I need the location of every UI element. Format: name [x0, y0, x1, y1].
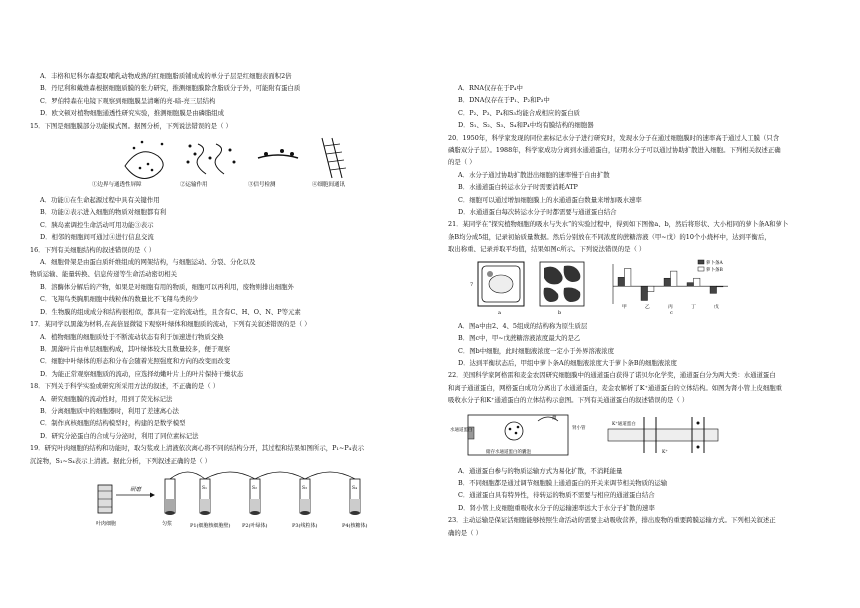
label-k-ion: K⁺: [662, 449, 668, 455]
q19-option-d: D．S₁、S₂、S₃、S₄和P₄中均有膜结构的细胞器: [458, 121, 594, 130]
tick-label-1: 乙: [645, 304, 650, 310]
q16-option-b: B．溶酶体分解后的产物，如果是对细胞有用的物质，细胞可以再利用，废物则排出细胞外: [40, 282, 294, 291]
label-homogenate: 匀浆: [162, 520, 173, 527]
grind-arrow-label: 研磨: [130, 486, 142, 493]
q15-caption-1: ①边界与通透性屏障: [92, 182, 142, 189]
q22-option-b: B．不同细胞都是通过调节细胞膜上通道蛋白的开关来调节相关物质的运输: [458, 478, 668, 487]
membrane-signal-figure: [258, 149, 298, 158]
legend-swatch-1: [698, 267, 704, 271]
q18-option-b: B．分离细胞质中的细胞器时，利用了差速离心法: [40, 406, 179, 415]
q21-option-c: C．图b中细胞，此时细胞液浓度一定小于外界溶液浓度: [458, 346, 614, 355]
legend-swatch-0: [698, 260, 704, 264]
centrifuge-tube-2: [250, 479, 260, 515]
tick-label-4: 戊: [714, 304, 719, 310]
q22-figure: [448, 409, 840, 463]
legend-label-0: 萝卜条A: [706, 260, 723, 266]
k-channel-diagram: [608, 417, 718, 455]
q18-option-c: C．制作真核细胞的结构模型时，构建的是数学模型: [40, 419, 186, 428]
q15-caption-4: ④细胞间通讯: [312, 182, 346, 189]
q16-option-a: A．细胞骨架是由蛋白质纤维组成的网架结构，与细胞运动、分裂、分化以及: [40, 258, 256, 267]
q15-figure: [30, 134, 422, 192]
q21-stem-2: 条B均分成5组，记录初始质量数据。然后分别放在不同浓度的蔗糖溶液（甲~戊）的10个小烧杯中，达到平衡后，: [448, 232, 771, 241]
membrane-transport-figure: [187, 144, 236, 174]
label-k-channel: K⁺通道蛋白: [612, 421, 636, 427]
q17-stem: 17．某同学以黑藻为材料,在高倍显微镜下观察叶绿体和细胞质的流动，下列有关叙述错误的是（ ）: [30, 320, 311, 329]
label-p4: P4(核糖体): [342, 522, 368, 529]
q21-option-d: D．达到平衡状态后，甲组中萝卜条A的细胞液浓度大于萝卜条B的细胞液浓度: [458, 358, 677, 367]
q21-option-a: A．图a中由2、4、5组成的结构称为原生质层: [458, 321, 588, 330]
label-water-channel: 水通道蛋白: [450, 427, 473, 433]
q17-option-c: C．细胞中叶绿体的形态和分布会随着光照强度和方向的改变而改变: [40, 357, 231, 366]
cell-communication-figure: [322, 138, 346, 178]
label-p3: P3(线粒体): [292, 522, 318, 529]
q18-option-a: A．研究细胞膜的流动性时，用到了荧光标记法: [40, 394, 173, 403]
fig-label-c: c: [670, 309, 673, 316]
tube-label-s3: S₃: [302, 485, 307, 491]
q21-option-b: B．图c中，甲~戊蔗糖溶液浓度最大的是乙: [458, 334, 581, 343]
right-column: [448, 82, 840, 539]
bar-丁-a: [687, 282, 693, 286]
homogenate-tube: [165, 479, 175, 515]
q17-option-a: A．植物细胞的细胞质处于不断流动状态有利于加速进行物质交换: [40, 332, 224, 341]
plant-cell-diagram-a: [470, 262, 524, 316]
tick-label-3: 丁: [691, 304, 696, 310]
q19-option-a: A．RNA仅存在于P₄中: [458, 84, 523, 92]
tick-label-0: 甲: [622, 304, 627, 310]
tube-label-s1: S₁: [202, 485, 207, 491]
bar-丙-a: [664, 278, 670, 286]
tick-label-2: 丙: [668, 304, 673, 310]
fig-label-a: a: [498, 309, 501, 316]
q14-option-d: D．欧文顿对植物细胞通透性研究实验，推测细胞膜是由磷脂组成: [40, 109, 225, 118]
centrifuge-tube-4: [350, 479, 360, 515]
bar-甲-a: [618, 277, 624, 286]
q15-option-a: A．功能①在生命起源过程中具有关键作用: [40, 196, 160, 205]
q19-centrifuge-figure: [30, 469, 422, 537]
kidney-cell-diagram: [450, 414, 586, 455]
micrograph-b: [540, 262, 584, 316]
q20-option-d: D．水通道蛋白每次转运水分子时都需要与通道蛋白结合: [458, 208, 617, 217]
bar-甲-b: [625, 268, 631, 286]
q22-option-a: A．通道蛋白参与的物质运输方式为易化扩散，不消耗能量: [458, 466, 623, 475]
q16-option-c: C．飞翔鸟类胸肌细胞中线粒体的数量比不飞翔鸟类的少: [40, 295, 199, 304]
q22-option-c: C．通道蛋白具有特异性，待转运的物质不需要与相应的通道蛋白结合: [458, 491, 655, 500]
q22-stem-3: 吸收水分子和K⁺通道蛋白的立体结构示意图。下列有关通道蛋白的叙述错误的是（ ）: [448, 396, 689, 405]
svg-text:7: 7: [470, 281, 474, 288]
q18-option-d: D．研究分泌蛋白的合成与分泌时，利用了同位素标记法: [40, 431, 199, 440]
membrane-boundary-figure: [125, 141, 163, 179]
q15-option-c: C．胰岛素调控生命活动可用功能③表示: [40, 220, 154, 229]
q15-caption-3: ③信号检测: [248, 182, 276, 189]
tube-label-s2: S₂: [252, 485, 257, 491]
q14-option-b: B．丹尼利和戴维森根据细胞质膜的张力研究，推测细胞膜除含脂质分子外，可能附有蛋白质: [40, 84, 301, 93]
label-hormone: 激: [552, 415, 557, 421]
q20-option-b: B．水通道蛋白转运水分子时需要消耗ATP: [458, 183, 578, 192]
q22-stem-2: 和离子通道蛋白，网格蛋白成功分离出了水通道蛋白，麦金农解析了K⁺通道蛋白的立体结构。如图为肾小管上皮细胞重: [448, 383, 783, 392]
q20-stem-1: 20．1950年，科学家发现的同位素标记水分子进行研究时，发现水分子在通过细胞膜时的速率高于通过人工膜（只含: [448, 133, 780, 142]
label-tubule: 肾小管: [572, 425, 586, 431]
left-column: [30, 70, 422, 539]
tube-label-s4: S₄: [352, 485, 357, 491]
label-p1: P1(细胞核细胞壁): [190, 522, 231, 529]
q17-option-d: D．为能正常观察细胞质的流动，应选择幼嫩叶片上的叶片保持干燥状态: [40, 369, 244, 378]
q19-stem-2: 沉淀物，S₁~S₄表示上清液。据此分析，下列叙述正确的是（ ）: [30, 456, 212, 465]
bar-乙-b: [648, 286, 654, 291]
q17-option-b: B．黑藻叶片由单层细胞构成，其叶绿体较大且数量较多，便于观察: [40, 344, 231, 353]
q16-stem: 16．下列有关细胞结构的叙述错误的是（ ）: [30, 245, 156, 254]
q20-option-c: C．细胞可以通过增加细胞膜上的水通道蛋白数量来增加吸水速率: [458, 195, 642, 204]
legend-label-1: 萝卜条B: [706, 267, 723, 273]
q18-stem: 18．下列关于科学实验或研究所采用方法的叙述，不正确的是（ ）: [30, 382, 220, 391]
fig-label-b: b: [558, 309, 562, 316]
q15-stem: 15．下图是细胞膜部分功能模式图。据图分析，下列说法错误的是（ ）: [30, 121, 232, 130]
q19-option-c: C．P₂、P₃、P₄和S₃均能合成相应的蛋白质: [458, 108, 580, 117]
q16-option-a-cont: 物质运输、能量转换、信息传递等生命活动密切相关: [30, 270, 177, 279]
q22-stem-1: 22．美国科学家阿格雷和麦金农因研究细胞膜中的通道蛋白获得了诺贝尔化学奖，通道蛋白分为两大类：水通道蛋白: [448, 371, 776, 380]
label-p2: P2(叶绿体): [242, 522, 268, 529]
label-vesicle: 储存水通道蛋白的囊泡: [486, 449, 531, 455]
q23-stem-2: 确的是（ ）: [448, 528, 482, 537]
leaf-cells-icon: [98, 485, 112, 513]
bar-戊-a: [710, 286, 716, 293]
bar-乙-a: [641, 286, 647, 300]
q21-stem-3: 取出称重、记录并取平均值，结果如图c所示。下列说法错误的是（ ）: [448, 245, 646, 254]
q19-stem-1: 19．研究叶肉细胞的结构和功能时，取匀浆或上清液依次离心将不同的结构分开，其过程和结果如图所示，P₁~P₄表示: [30, 444, 364, 453]
centrifuge-tube-1: [200, 479, 210, 515]
q15-option-b: B．功能②表示进入细胞的物质对细胞都有利: [40, 208, 167, 217]
q15-option-d: D．相邻的细胞间可通过④进行信息交流: [40, 233, 154, 242]
q19-option-b: B．DNA仅存在于P₁、P₂和P₃中: [458, 96, 550, 105]
label-leaf-cells: 叶肉细胞: [96, 520, 117, 527]
q21-stem-1: 21．某同学在“探究植物细胞的吸水与失水”的实验过程中，得到如下图像a、b，然后将形状、大小相同的萝卜条A和萝卜: [448, 220, 789, 229]
q15-caption-2: ②运输作用: [180, 182, 208, 189]
q20-stem-3: 的是（ ）: [448, 158, 476, 167]
q20-stem-2: 磷脂双分子层）。1988年，科学家成功分离到水通道蛋白，证明水分子可以通过协助扩散进入细胞。下列相关叙述正确: [448, 146, 781, 155]
q21-figure: [448, 258, 840, 318]
bar-chart-c: [613, 259, 728, 310]
bar-戊-b: [717, 286, 723, 287]
q16-option-d: D．生物膜的组成成分和结构很相似，都具有一定的流动性，且含有C、H、O、N、P等元素: [40, 307, 301, 316]
bar-丙-b: [671, 271, 677, 286]
centrifuge-tube-3: [300, 479, 310, 515]
q14-option-c: C．罗伯特森在电镜下观察到细胞膜呈清晰的亮-暗-亮三层结构: [40, 96, 216, 105]
q20-option-a: A．水分子通过协助扩散进出细胞的速率慢于自由扩散: [458, 170, 610, 179]
bar-丁-b: [694, 278, 700, 286]
q22-option-d: D．肾小管上皮细胞重吸收水分子的运输速率远大于水分子扩散的速率: [458, 503, 655, 512]
q14-option-a: A．丰格和尼科尔森提取哺乳动物成熟的红细胞脂质铺成成的单分子层是红细胞表面积2倍: [40, 72, 292, 80]
q23-stem-1: 23．主动运输是保证活细胞能够按照生命活动的需要主动吸收营养，排出废物的重要跨膜运输方式。下列相关叙述正: [448, 516, 776, 525]
